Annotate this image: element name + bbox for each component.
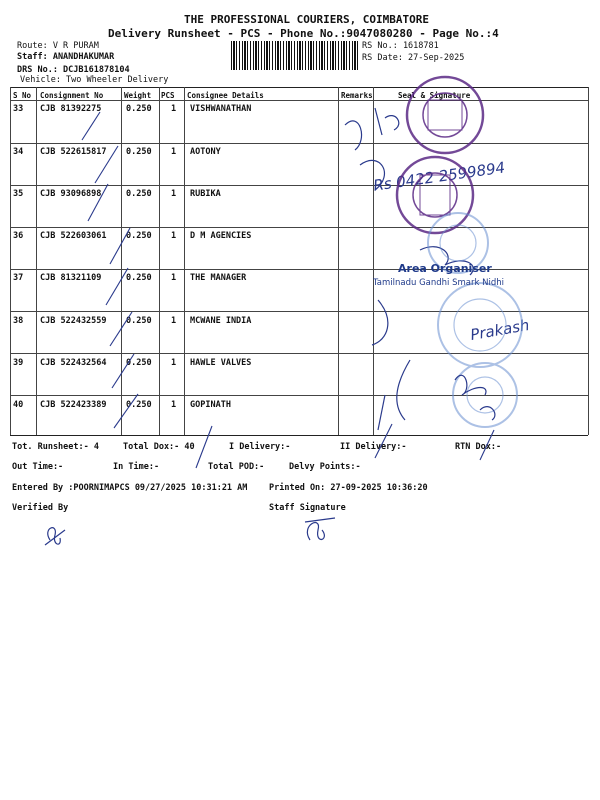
out-time: Out Time:-	[12, 462, 64, 472]
signature-r6	[420, 247, 473, 275]
row-consignee: THE MANAGER	[190, 273, 247, 283]
rs-number: RS No.: 1618781	[362, 41, 439, 51]
row-consignment: CJB 522603061	[40, 231, 107, 241]
row-weight: 0.250	[126, 189, 152, 199]
verified-by: Verified By	[12, 503, 69, 513]
area-organiser-label: Area Organiser	[398, 262, 492, 275]
barcode	[231, 41, 358, 70]
handwritten-name: Prakash	[468, 315, 531, 345]
row-consignment: CJB 93096898	[40, 189, 102, 199]
tick-marks	[82, 112, 494, 468]
row-weight: 0.250	[126, 147, 152, 157]
row-pcs: 1	[171, 316, 177, 326]
row-weight: 0.250	[126, 231, 152, 241]
total-dox: Total Dox:- 40	[123, 442, 195, 452]
row-consignee: VISHWANATHAN	[190, 104, 252, 114]
row-consignee: MCWANE INDIA	[190, 316, 252, 326]
row-weight: 0.250	[126, 104, 152, 114]
signature-r3	[372, 300, 388, 345]
col-consignment: Consignment No	[40, 91, 104, 100]
row-sno: 38	[13, 316, 24, 326]
row-sno: 36	[13, 231, 24, 241]
col-consignee: Consignee Details	[187, 91, 264, 100]
row-sno: 35	[13, 189, 24, 199]
col-remarks: Remarks	[341, 91, 373, 100]
row-pcs: 1	[171, 273, 177, 283]
row-weight: 0.250	[126, 358, 152, 368]
entered-by: Entered By :POORNIMAPCS 09/27/2025 10:31:21 AM	[12, 483, 248, 493]
rs-date: RS Date: 27-Sep-2025	[362, 53, 465, 63]
rtn-dox: RTN Dox:-	[455, 442, 502, 452]
vehicle: Vehicle: Two Wheeler Delivery	[20, 75, 169, 85]
tick-mark	[106, 268, 128, 305]
row-pcs: 1	[171, 358, 177, 368]
row-sno: 33	[13, 104, 24, 114]
row-consignee: GOPINATH	[190, 400, 231, 410]
seal-stamp-2	[397, 157, 473, 233]
row-consignee: AOTONY	[190, 147, 221, 157]
col-sno: S No	[13, 91, 32, 100]
row-consignment: CJB 81392275	[40, 104, 102, 114]
row-consignment: CJB 81321109	[40, 273, 102, 283]
row-pcs: 1	[171, 400, 177, 410]
col-pcs: PCS	[161, 91, 175, 100]
row-pcs: 1	[171, 104, 177, 114]
row-consignment: CJB 522432564	[40, 358, 107, 368]
row-sno: 37	[13, 273, 24, 283]
row-consignment: CJB 522432559	[40, 316, 107, 326]
col-seal-signature: Seal & Signature	[398, 91, 471, 100]
i-delivery: I Delivery:-	[229, 442, 291, 452]
signature-r5	[378, 395, 385, 430]
delvy-points: Delvy Points:-	[289, 462, 361, 472]
row-sno: 34	[13, 147, 24, 157]
printed-on: Printed On: 27-09-2025 10:36:20	[269, 483, 428, 493]
route: Route: V R PURAM	[17, 41, 99, 51]
signature-r4	[397, 360, 410, 420]
company-name: THE PROFESSIONAL COURIERS, COIMBATORE	[184, 13, 430, 26]
tick-mark	[375, 424, 392, 458]
col-weight: Weight	[124, 91, 152, 100]
handwritten-phone: Rs 0422 2599894	[372, 158, 507, 195]
row-weight: 0.250	[126, 316, 152, 326]
row-consignee: HAWLE VALVES	[190, 358, 252, 368]
staff: Staff: ANANDHAKUMAR	[17, 52, 115, 62]
tgsn-label: Tamilnadu Gandhi Smark Nidhi	[373, 278, 504, 288]
drs-number: DRS No.: DCJB161878104	[17, 65, 130, 75]
staff-signature	[305, 518, 335, 540]
row-sno: 40	[13, 400, 24, 410]
row-consignee: RUBIKA	[190, 189, 221, 199]
tick-mark	[82, 112, 100, 140]
signature-row39	[455, 375, 495, 420]
verified-signature	[45, 528, 65, 545]
total-pod: Total POD:-	[208, 462, 265, 472]
row-sno: 39	[13, 358, 24, 368]
seal-stamp-1	[407, 77, 483, 153]
row-weight: 0.250	[126, 273, 152, 283]
row-pcs: 1	[171, 189, 177, 199]
runsheet-subtitle: Delivery Runsheet - PCS - Phone No.:9047080280 - Page No.:4	[108, 27, 499, 40]
row-weight: 0.250	[126, 400, 152, 410]
ii-delivery: II Delivery:-	[340, 442, 407, 452]
row-consignee: D M AGENCIES	[190, 231, 252, 241]
staff-signature-label: Staff Signature	[269, 503, 346, 513]
row-pcs: 1	[171, 147, 177, 157]
tot-runsheet: Tot. Runsheet:- 4	[12, 442, 99, 452]
row-pcs: 1	[171, 231, 177, 241]
row-consignment: CJB 522615817	[40, 147, 107, 157]
row-consignment: CJB 522423389	[40, 400, 107, 410]
in-time: In Time:-	[113, 462, 160, 472]
